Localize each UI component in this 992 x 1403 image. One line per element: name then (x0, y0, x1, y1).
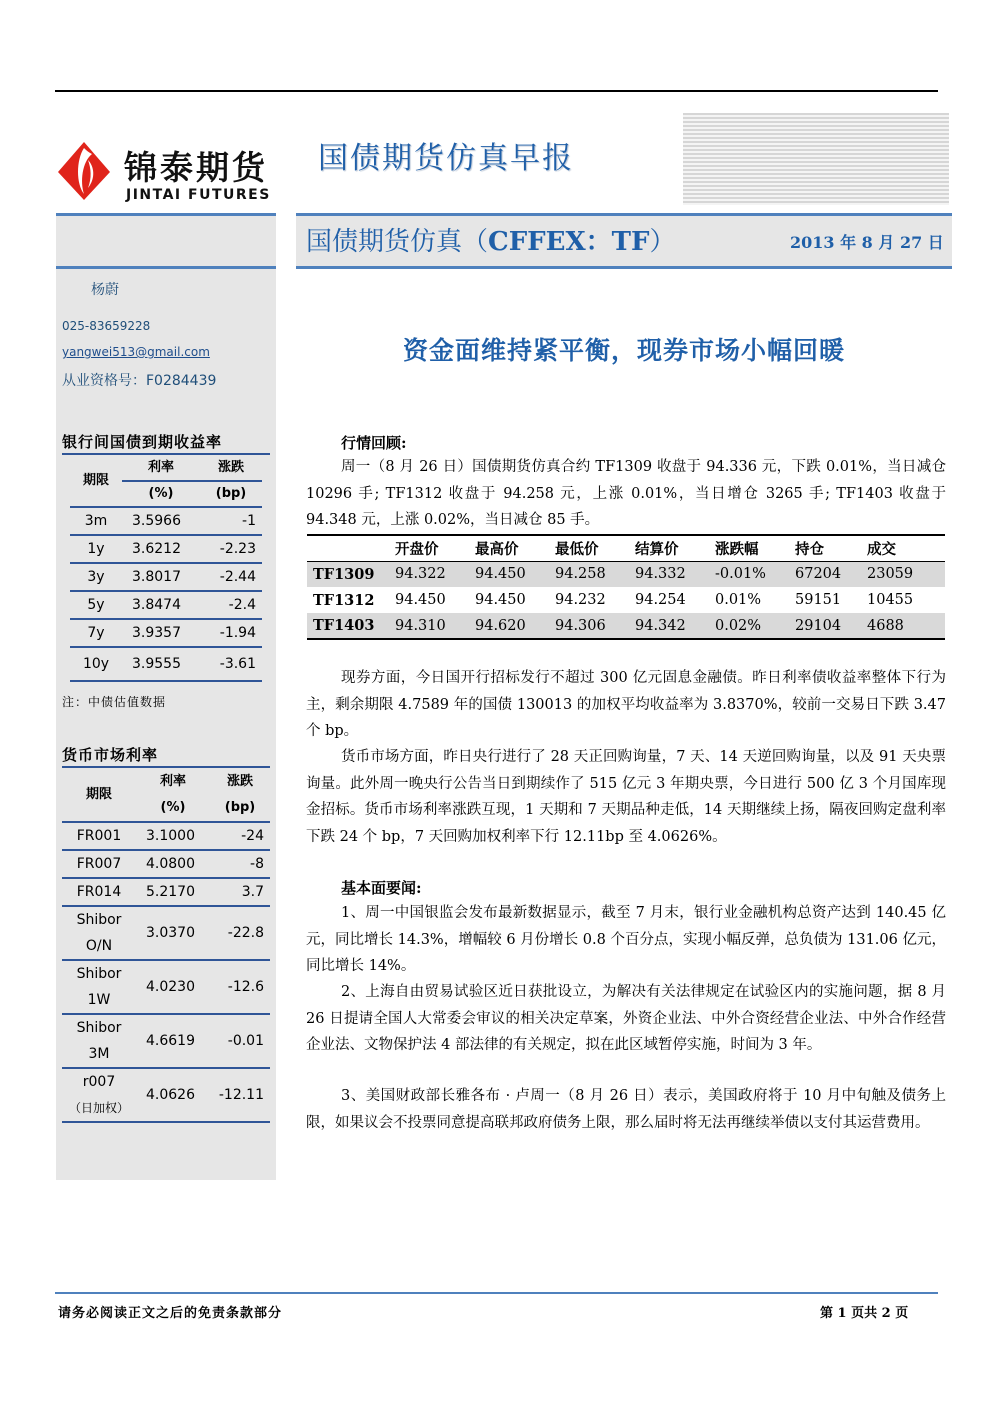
report-date: 2013 年 8 月 27 日 (790, 233, 944, 252)
column-header-rate: 利率 (147, 460, 174, 475)
term (62, 1068, 136, 1122)
term (62, 960, 136, 1014)
jintai-logo-icon (58, 140, 114, 202)
headline: 资金面维持紧平衡，现券市场小幅回暖 (402, 336, 845, 365)
table-row (62, 850, 270, 878)
term-line1: Shibor (76, 966, 122, 982)
term: 10y (82, 656, 110, 672)
term-line2: （日加权） (68, 1101, 129, 1115)
high-price: 94.450 (475, 592, 526, 608)
money-market-paragraph: 货币市场方面，昨日央行进行了 28 天正回购询量，7 天、14 天逆回购询量，以及 91 天央票询量。此外周一晚央行公告当日到期续作了 515 亿元 3 年期央票，今日进行 500 亿 3 个月国库现金招标。货币市场利率涨跌互现，1 天期和 7 天期品种走低，14 天期继续上扬，隔夜回购定盘利率下跌 24 个 bp，7 天回购加权利率下行 12.11bp 至 4.0626%。 (306, 749, 946, 845)
column-header-change: 涨跌 (217, 460, 244, 475)
change: -12.11 (218, 1087, 264, 1103)
open-price: 94.310 (395, 617, 446, 634)
market-review-heading: 行情回顾: (341, 434, 407, 452)
change: -8 (250, 856, 264, 872)
open-interest: 59151 (795, 592, 842, 608)
table-row (70, 563, 262, 591)
rate: 3.9357 (132, 625, 181, 641)
low-price: 94.306 (555, 617, 606, 634)
low-price: 94.232 (555, 592, 606, 608)
column-header-settle: 结算价 (635, 541, 679, 558)
table-row (307, 587, 945, 613)
footer-rule (55, 1292, 938, 1294)
column-unit-rate: (%) (160, 800, 186, 815)
rate: 3.8474 (132, 597, 181, 613)
high-price: 94.450 (475, 566, 526, 583)
open-interest: 29104 (795, 617, 842, 634)
column-header-term: 期限 (85, 787, 112, 802)
product-title (306, 221, 675, 258)
news-item-2: 2、上海自由贸易试验区近日获批设立，为解决有关法律规定在试验区内的实施问题，据 8 月 26 日提请全国人大常委会审议的相关决定草案，外资企业法、中外合资经营企业法、中外合作经营企业法、文物保护法 4 部法律的有关规定，拟在此区域暂停实施，时间为 3 年。 (306, 984, 946, 1053)
footer-disclaimer: 请务必阅读正文之后的免责条款部分 (58, 1306, 283, 1321)
bond-yield-note: 注：中债估值数据 (62, 695, 167, 709)
open-interest: 67204 (795, 566, 842, 583)
band-bottom-rule (296, 266, 952, 269)
market-review-paragraph: 周一（8 月 26 日）国债期货仿真合约 TF1309 收盘于 94.336 元，下跌 0.01%，当日减仓 10296 手; TF1312 收盘于 94.258 元，上涨 0.01%，当日增仓 3265 手; TF1403 收盘于 94.348 元，上涨 0.02%，当日减仓 85 手。 (306, 459, 946, 528)
report-title: 国债期货仿真早报 (318, 141, 574, 176)
change: -2.23 (219, 541, 256, 557)
column-unit-rate: (%) (148, 486, 174, 501)
top-rule (55, 90, 938, 92)
analyst-email-link[interactable]: yangwei513@gmail.com (62, 345, 210, 359)
column-header-low: 最低价 (555, 541, 599, 558)
table-header-row (70, 456, 262, 481)
bond-yield-rule (62, 453, 270, 455)
product-title-suffix: ） (649, 227, 676, 257)
band-top-rule (296, 213, 952, 216)
column-header-term: 期限 (82, 473, 109, 488)
term-line1: r007 (82, 1074, 116, 1090)
table-row (307, 561, 945, 587)
contract-code: TF1312 (313, 591, 375, 609)
change: -24 (241, 828, 264, 844)
news-item-3: 3、美国财政部长雅各布 · 卢周一（8 月 26 日）表示，美国政府将于 10 月中旬触及债务上限，如果议会不投票同意提高联邦政府债务上限，那么届时将无法再继续举债以支付其运营费用。 (306, 1088, 946, 1131)
quote-header-row (307, 535, 945, 561)
change: -0.01 (227, 1033, 264, 1049)
settle-price: 94.332 (635, 566, 686, 583)
table-header-row (62, 769, 270, 795)
logo-english-name: JINTAI FUTURES (126, 187, 271, 203)
settle-price: 94.254 (635, 592, 686, 608)
change: -22.8 (227, 925, 264, 941)
term: FR014 (76, 884, 122, 900)
product-code: CFFEX：TF (488, 227, 650, 257)
column-header-open: 开盘价 (395, 541, 439, 558)
table-row (62, 1014, 270, 1068)
contract-code: TF1403 (313, 617, 375, 634)
term-line2: 1W (87, 992, 111, 1008)
change: -12.6 (227, 979, 264, 995)
change: -1 (242, 513, 256, 529)
term (62, 906, 136, 960)
volume: 23059 (867, 566, 914, 583)
term: FR007 (76, 856, 122, 872)
pct-change: -0.01% (715, 566, 766, 583)
bond-yield-table (70, 456, 262, 682)
pct-change: 0.02% (715, 617, 762, 634)
table-row (70, 647, 262, 681)
column-unit-change: (bp) (215, 486, 247, 501)
column-header-open-interest: 持仓 (795, 541, 824, 558)
column-header-contract (307, 535, 387, 561)
term: FR001 (76, 828, 122, 844)
column-header-change: 涨跌 (226, 774, 253, 789)
money-market-table (62, 769, 270, 1123)
page-number: 第 1 页共 2 页 (820, 1306, 909, 1321)
rate: 5.2170 (146, 884, 195, 900)
table-row (62, 822, 270, 850)
table-row (70, 619, 262, 647)
table-row (62, 1068, 270, 1122)
volume: 10455 (867, 592, 914, 608)
rate: 3.8017 (132, 569, 181, 585)
analyst-license: 从业资格号：F0284439 (62, 373, 217, 389)
term: 3m (84, 513, 108, 529)
sidebar-top-rule (56, 213, 276, 216)
money-market-rule (62, 766, 270, 768)
table-row (70, 535, 262, 563)
bond-yield-title: 银行间国债到期收益率 (62, 433, 223, 451)
report-header-band (296, 213, 952, 269)
rate: 4.0626 (146, 1087, 195, 1103)
table-row (62, 906, 270, 960)
term: 5y (87, 597, 105, 613)
column-unit-change: (bp) (224, 800, 256, 815)
rate: 3.1000 (146, 828, 195, 844)
decorative-stripes (683, 113, 949, 205)
low-price: 94.258 (555, 566, 606, 583)
change: -1.94 (219, 625, 256, 641)
column-header-volume: 成交 (867, 541, 896, 558)
term: 1y (87, 541, 105, 557)
quote-table (307, 534, 945, 640)
rate: 3.6212 (132, 541, 181, 557)
analyst-phone: 025-83659228 (62, 319, 151, 333)
rate: 3.5966 (132, 513, 181, 529)
column-header-rate: 利率 (159, 774, 186, 789)
high-price: 94.620 (475, 617, 526, 634)
analyst-name: 杨蔚 (91, 282, 119, 298)
term-line2: O/N (85, 938, 113, 954)
rate: 4.6619 (146, 1033, 195, 1049)
table-row (70, 507, 262, 535)
table-row (62, 878, 270, 906)
table-row (62, 960, 270, 1014)
term-line2: 3M (88, 1046, 110, 1062)
fundamentals-heading: 基本面要闻: (341, 879, 422, 897)
contract-code: TF1309 (313, 565, 375, 583)
change: 3.7 (241, 884, 264, 900)
rate: 4.0230 (146, 979, 195, 995)
sidebar (56, 213, 276, 1180)
table-row (70, 591, 262, 619)
pct-change: 0.01% (715, 592, 762, 608)
term-line1: Shibor (76, 1020, 122, 1036)
rate: 3.9555 (132, 656, 181, 672)
settle-price: 94.342 (635, 617, 686, 634)
product-title-prefix: 国债期货仿真（ (306, 227, 489, 257)
money-market-title: 货币市场利率 (62, 746, 159, 764)
rate: 3.0370 (146, 925, 195, 941)
open-price: 94.322 (395, 566, 446, 583)
table-row (307, 613, 945, 639)
change: -2.44 (219, 569, 256, 585)
company-logo (58, 140, 278, 208)
column-header-high: 最高价 (475, 541, 519, 558)
open-price: 94.450 (395, 592, 446, 608)
change: -2.4 (228, 597, 256, 613)
sidebar-rule (56, 266, 276, 269)
term (62, 1014, 136, 1068)
column-header-pct-change: 涨跌幅 (715, 541, 759, 558)
term-line1: Shibor (76, 912, 122, 928)
change: -3.61 (219, 656, 256, 672)
news-item-1: 1、周一中国银监会发布最新数据显示，截至 7 月末，银行业金融机构总资产达到 140.45 亿元，同比增长 14.3%，增幅较 6 月份增长 0.8 个百分点，实现小幅反弹，总负债为 131.06 亿元，同比增长 14%。 (306, 905, 946, 974)
term: 3y (87, 569, 105, 585)
spot-market-paragraph: 现券方面，今日国开行招标发行不超过 300 亿元固息金融债。昨日利率债收益率整体下行为主，剩余期限 4.7589 年的国债 130013 的加权平均收益率为 3.8370%，较前一交易日下跌 3.47 个 bp。 (306, 670, 946, 739)
volume: 4688 (867, 617, 904, 634)
logo-chinese-name: 锦泰期货 (124, 148, 268, 187)
rate: 4.0800 (146, 856, 195, 872)
term: 7y (87, 625, 105, 641)
